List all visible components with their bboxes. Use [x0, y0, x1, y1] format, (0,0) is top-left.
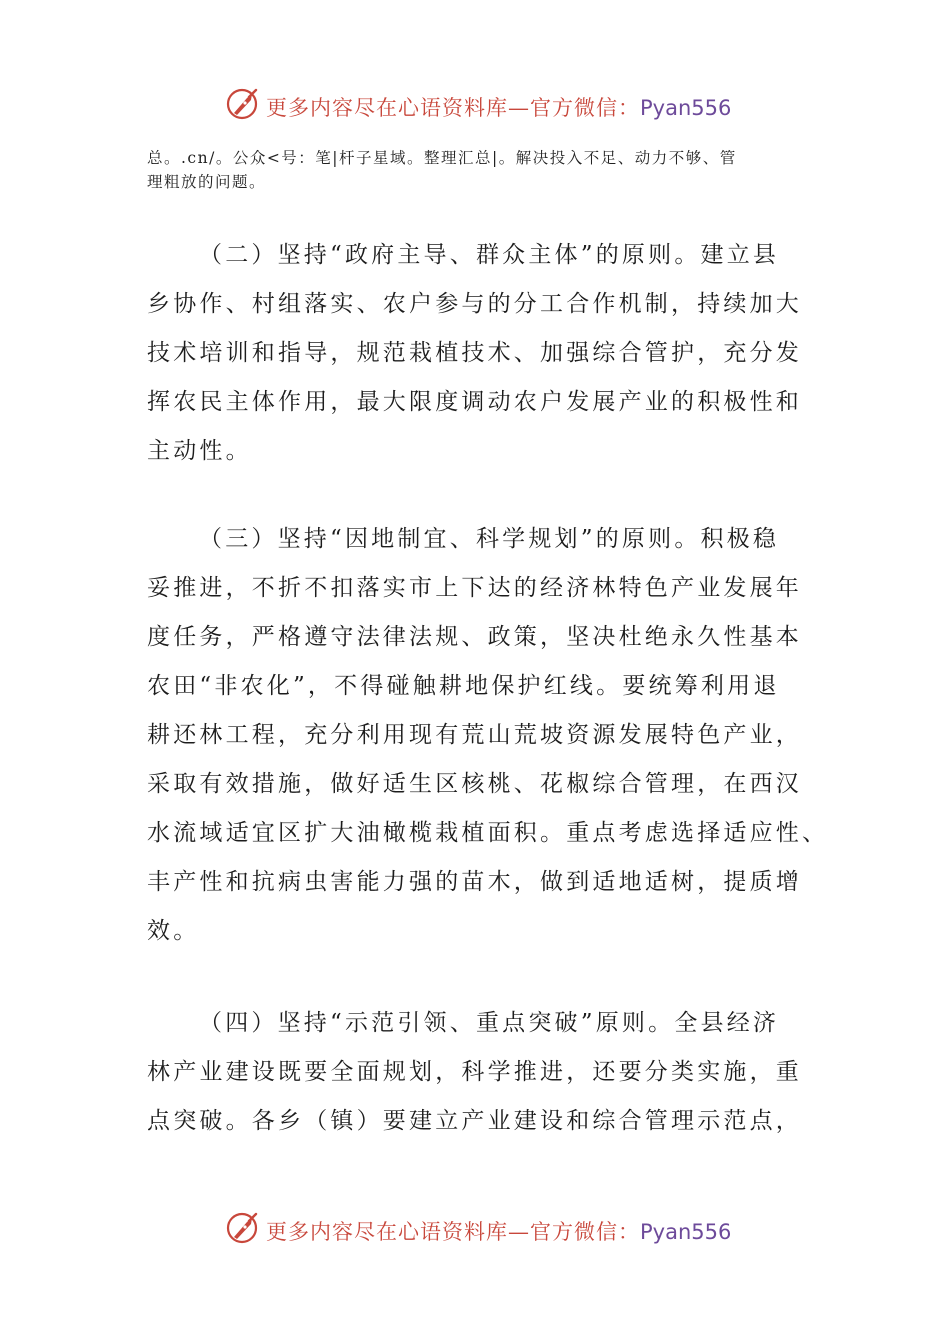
paragraph-line: （四）坚持“示范引领、重点突破”原则。全县经济 [199, 1010, 780, 1036]
paragraph-line: 主动性。 [147, 438, 252, 464]
paragraph-line: 效。 [147, 918, 200, 944]
intro-line-2: 理粗放的问题。 [147, 173, 267, 191]
paragraph-line: 农田“非农化”，不得碰触耕地保护红线。要统筹利用退 [147, 673, 780, 699]
paragraph-line: （二）坚持“政府主导、群众主体”的原则。建立县 [199, 242, 780, 268]
pen-nib-logo-icon [225, 1210, 263, 1246]
header-banner [0, 84, 950, 124]
paragraph-line: 点突破。各乡（镇）要建立产业建设和综合管理示范点， [147, 1108, 802, 1134]
paragraph-line: 挥农民主体作用，最大限度调动农户发展产业的积极性和 [147, 389, 802, 415]
footer-banner-text [266, 1216, 731, 1246]
paragraph-line: 乡协作、村组落实、农户参与的分工合作机制，持续加大 [147, 291, 802, 317]
footer-banner [0, 1208, 950, 1248]
paragraph-line: 妥推进，不折不扣落实市上下达的经济林特色产业发展年 [147, 575, 802, 601]
intro-line-1: 总。.cn/。公众<号：笔|杆子星域。整理汇总|。解决投入不足、动力不够、管 [147, 149, 737, 167]
paragraph-line: 林产业建设既要全面规划，科学推进，还要分类实施，重 [147, 1059, 802, 1085]
paragraph-line: 采取有效措施，做好适生区核桃、花椒综合管理，在西汉 [147, 771, 802, 797]
paragraph-line: （三）坚持“因地制宜、科学规划”的原则。积极稳 [199, 526, 780, 552]
paragraph-line: 耕还林工程，充分利用现有荒山荒坡资源发展特色产业， [147, 722, 802, 748]
pen-nib-logo-icon [225, 86, 263, 122]
paragraph-line: 度任务，严格遵守法律法规、政策，坚决杜绝永久性基本 [147, 624, 802, 650]
paragraph-line: 技术培训和指导，规范栽植技术、加强综合管护，充分发 [147, 340, 802, 366]
footer-wechat-id: Pyan556 [640, 1220, 732, 1244]
paragraph-line: 水流域适宜区扩大油橄榄栽植面积。重点考虑选择适应性、 [147, 820, 829, 846]
footer-banner-label: 更多内容尽在心语资料库—官方微信： [266, 1220, 640, 1244]
header-wechat-id: Pyan556 [640, 96, 732, 120]
header-banner-text [266, 92, 731, 122]
header-banner-label: 更多内容尽在心语资料库—官方微信： [266, 96, 640, 120]
paragraph-line: 丰产性和抗病虫害能力强的苗木，做到适地适树，提质增 [147, 869, 802, 895]
